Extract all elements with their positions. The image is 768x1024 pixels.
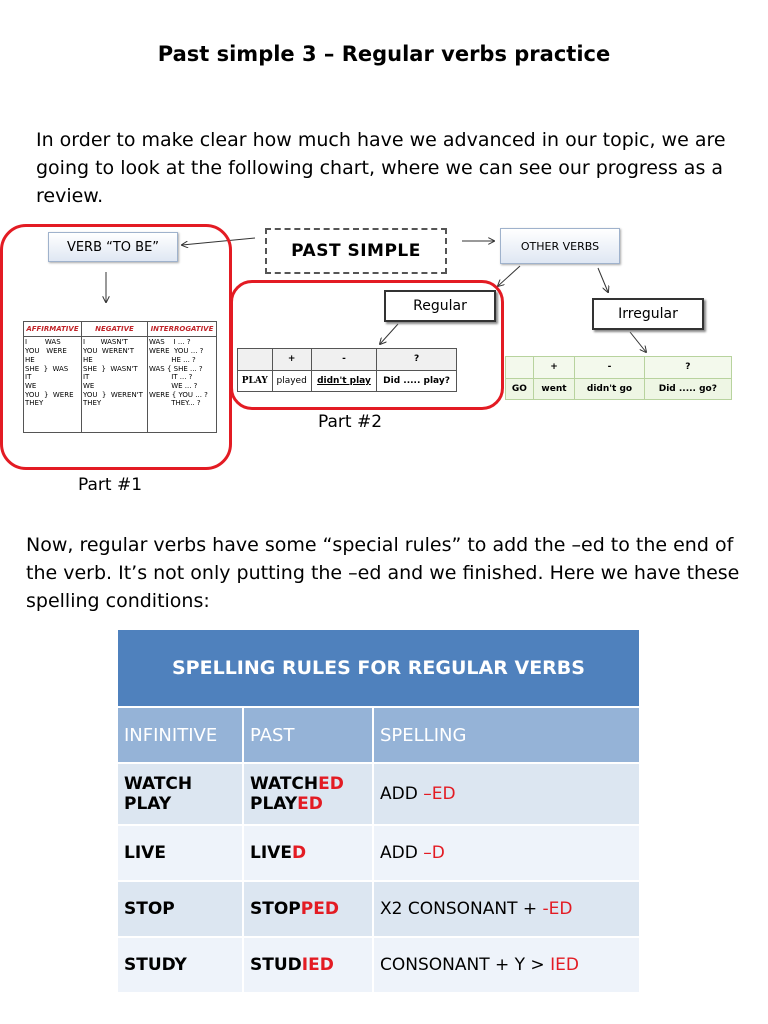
table-row <box>118 937 640 993</box>
regular-verb: PLAY <box>238 370 273 392</box>
table-row <box>118 881 640 937</box>
infinitive-cell: STOP <box>118 881 243 937</box>
rule-ending: -ED <box>542 899 573 919</box>
irregular-verb: GO <box>506 378 534 400</box>
regular-header-question: ? <box>377 349 457 371</box>
irregular-box: Irregular <box>592 298 704 330</box>
part2-label: Part #2 <box>318 412 383 432</box>
infinitive-play: PLAY <box>124 794 172 814</box>
past-ending: D <box>291 843 307 863</box>
past-ending: ED <box>318 774 344 794</box>
spelling-cell <box>373 937 640 993</box>
part1-label: Part #1 <box>78 475 143 495</box>
past-base: STUD <box>250 955 302 975</box>
rule-ending: IED <box>550 955 579 975</box>
to-be-affirmative-cell: I WAS YOU WERE HE SHE } WAS IT WE YOU } WERE THEY <box>24 337 82 433</box>
header-spelling: SPELLING <box>373 707 640 763</box>
to-be-negative-cell: I WASN'T YOU WEREN'T HE SHE } WASN'T IT WE YOU } WEREN'T THEY <box>81 337 147 433</box>
past-base: WATCH <box>250 774 319 794</box>
rule-text: ADD <box>380 784 424 804</box>
spelling-cell <box>373 825 640 881</box>
table-row <box>118 825 640 881</box>
past-base: LIVE <box>250 843 292 863</box>
past-simple-box: PAST SIMPLE <box>265 228 447 274</box>
past-cell <box>243 881 373 937</box>
to-be-interrogative-cell: WAS I ... ? WERE YOU ... ? HE ... ? WAS { SHE ... ? IT ... ? WE ... ? WERE { YOU ... ? THEY... ? <box>147 337 216 433</box>
to-be-header-negative: NEGATIVE <box>81 322 147 337</box>
irregular-header-plus: + <box>533 357 575 379</box>
infinitive-cell: LIVE <box>118 825 243 881</box>
regular-negative: didn't play <box>311 370 376 392</box>
part1-highlight <box>0 224 232 470</box>
irregular-negative: didn't go <box>575 378 644 400</box>
spelling-rules-table <box>118 630 641 994</box>
rules-paragraph: Now, regular verbs have some “special rules” to add the –ed to the end of the verb. It’s not only putting the –ed and we finished. Here we have these spelling conditions: <box>26 534 740 612</box>
past-ending: PED <box>300 899 339 919</box>
infinitive-cell: STUDY <box>118 937 243 993</box>
irregular-header-blank <box>506 357 534 379</box>
past-cell <box>243 825 373 881</box>
arrow-regular <box>498 266 520 286</box>
table-row <box>118 763 640 825</box>
header-past: PAST <box>243 707 373 763</box>
regular-header-plus: + <box>272 349 311 371</box>
past-ending: ED <box>297 794 323 814</box>
past-simple-diagram <box>0 220 768 510</box>
spelling-cell <box>373 881 640 937</box>
infinitive-cell <box>118 763 243 825</box>
irregular-header-minus: - <box>575 357 644 379</box>
irregular-affirmative: went <box>533 378 575 400</box>
other-verbs-box: OTHER VERBS <box>500 228 620 264</box>
to-be-header-affirmative: AFFIRMATIVE <box>24 322 82 337</box>
spelling-table-title: SPELLING RULES FOR REGULAR VERBS <box>118 630 640 707</box>
arrow-irregular <box>598 268 608 292</box>
regular-question: Did ..... play? <box>377 370 457 392</box>
rule-ending: –ED <box>423 784 456 804</box>
intro-paragraph: In order to make clear how much have we advanced in our topic, we are going to look at the following chart, where we can see our progress as a review. <box>36 129 726 207</box>
spelling-cell <box>373 763 640 825</box>
past-cell <box>243 937 373 993</box>
part2-highlight <box>230 280 504 410</box>
rule-text: X2 CONSONANT + <box>380 899 543 919</box>
regular-box: Regular <box>384 290 496 322</box>
header-infinitive: INFINITIVE <box>118 707 243 763</box>
rule-ending: –D <box>423 843 445 863</box>
irregular-table <box>505 356 732 400</box>
past-ending: IED <box>301 955 334 975</box>
verb-to-be-box: VERB “TO BE” <box>48 232 178 262</box>
past-base: STOP <box>250 899 301 919</box>
rule-text: ADD <box>380 843 424 863</box>
to-be-header-interrogative: INTERROGATIVE <box>147 322 216 337</box>
rule-text: CONSONANT + Y > <box>380 955 551 975</box>
past-cell <box>243 763 373 825</box>
infinitive-watch: WATCH <box>124 774 193 794</box>
past-base: PLAY <box>250 794 298 814</box>
regular-header-minus: - <box>311 349 376 371</box>
arrow-irregular-table <box>630 332 646 352</box>
page-title: Past simple 3 – Regular verbs practice <box>157 42 611 66</box>
irregular-question: Did ..... go? <box>644 378 731 400</box>
irregular-header-question: ? <box>644 357 731 379</box>
regular-affirmative: played <box>272 370 311 392</box>
